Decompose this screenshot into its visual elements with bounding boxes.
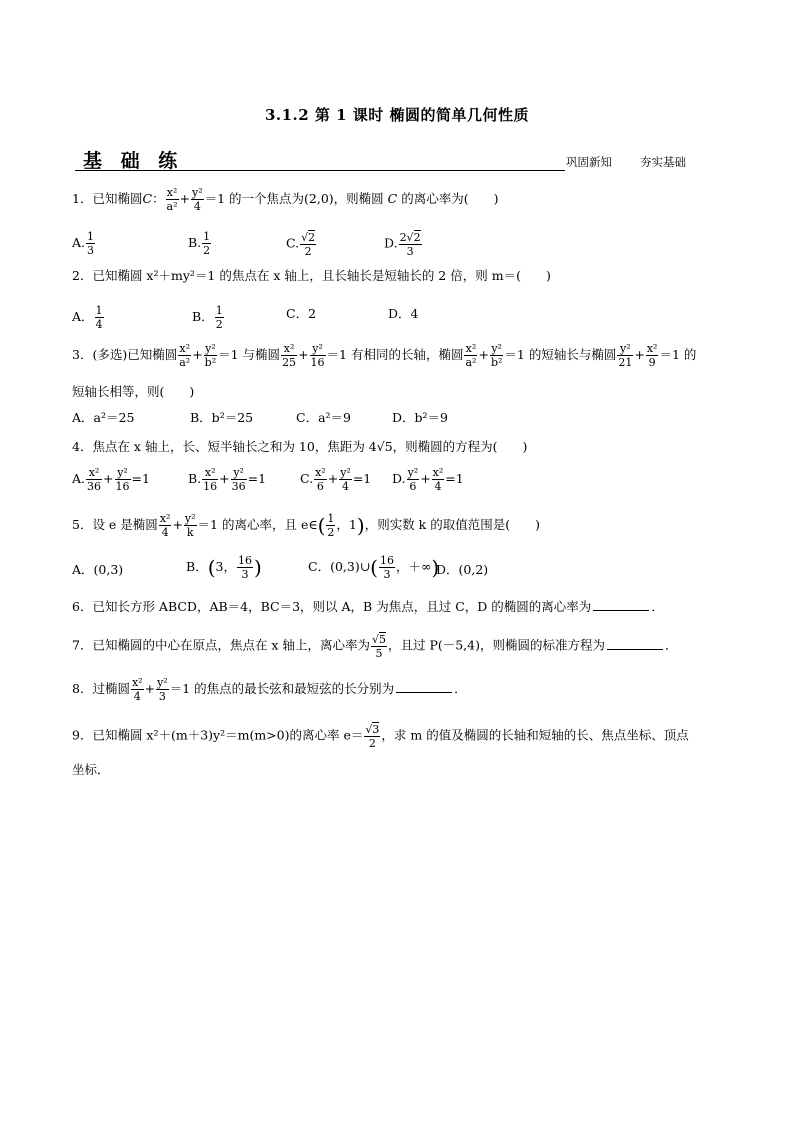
- q2-option-d: D．4: [388, 306, 419, 321]
- question-9: 9．已知椭圆 x²＋(m＋3)y²＝m(m>0)的离心率 e＝ $\frac{√3}{2}$ ，求 m 的值及椭圆的长轴和短轴的长、焦点坐标、顶点: [72, 723, 689, 750]
- question-7: 7．已知椭圆的中心在原点，焦点在 x 轴上，离心率为 $\frac{√5}{5}$ ，且过 P(－5,4)，则椭圆的标准方程为 ．: [72, 633, 678, 660]
- q1-option-a: A. $\frac{1}{3}$: [72, 230, 95, 257]
- q3-option-a: A．a²＝25: [72, 410, 135, 425]
- q4-option-c: C. $\frac{\text{x²}}{6}$ + $\frac{\text{y²}}{4}$ =1: [300, 466, 372, 493]
- section-tags: [566, 154, 714, 170]
- q2-option-c: C．2: [286, 306, 317, 321]
- q2-option-b: B． $\frac{1}{2}$: [192, 304, 223, 331]
- q5-option-a: A．(0,3): [72, 562, 124, 577]
- q5-option-c: C．(0,3)∪( $\frac{16}{3}$ ，＋∞): [308, 554, 440, 581]
- section-tag-1: 巩固新知: [566, 155, 612, 169]
- section-tag-2: 夯实基础: [640, 155, 686, 169]
- question-2: 2．已知椭圆 x²＋my²＝1 的焦点在 x 轴上，且长轴长是短轴长的 2 倍，则 m＝( ): [72, 268, 551, 283]
- question-3-line2: 短轴长相等，则( ): [72, 384, 195, 399]
- q4-option-a: A. $\frac{\text{x²}}{36}$ + $\frac{\text{y²}}{16}$ =1: [72, 466, 150, 493]
- question-9-line2: 坐标．: [72, 762, 110, 777]
- question-1: 1．已知椭圆C： $\frac{\text{x²}}{\text{a²}}$ + $\frac{\text{y²}}{4}$ ＝1 的一个焦点为(2,0)，则椭圆 C 的离心率为( ): [72, 186, 499, 213]
- q2-option-a: A． $\frac{1}{4}$: [72, 304, 103, 331]
- question-8: 8．过椭圆 $\frac{\text{x²}}{4}$ + $\frac{\text{y²}}{3}$ ＝1 的焦点的最长弦和最短弦的长分别为 ．: [72, 676, 467, 703]
- page-title: 3.1.2 第 1 课时 椭圆的简单几何性质: [264, 106, 530, 124]
- section-header: [75, 146, 565, 171]
- q1-option-b: B. $\frac{1}{2}$: [188, 230, 211, 257]
- section-name: 基 础 练: [83, 150, 184, 172]
- q5-option-b: B．(3， $\frac{16}{3}$ ): [186, 554, 262, 581]
- q4-option-d: D. $\frac{\text{y²}}{6}$ + $\frac{\text{x²}}{4}$ =1: [392, 466, 464, 493]
- q3-option-b: B．b²＝25: [190, 410, 254, 425]
- question-6: 6．已知长方形 ABCD，AB＝4，BC＝3，则以 A，B 为焦点，且过 C，D 的椭圆的离心率为 ．: [72, 599, 664, 614]
- question-5: 5．设 e 是椭圆 $\frac{\text{x²}}{4}$ + $\frac{\text{y²}}{k}$ ＝1 的离心率，且 e∈( $\frac{1}{2}$ ，1)，则实数 k 的取值范围是( ): [72, 512, 540, 539]
- question-4: 4．焦点在 x 轴上，长、短半轴长之和为 10，焦距为 4√5，则椭圆的方程为( ): [72, 439, 528, 454]
- question-3: 3．(多选)已知椭圆 $\frac{\text{x²}}{\text{a²}}$ + $\frac{\text{y²}}{\text{b²}}$ ＝1 与椭圆 $\frac{\text{x²}}{25}$ + $\frac{\text{y²}}{16}$ ＝1 有相同的长轴，椭圆 $\frac{\text{x²}}{\text{a²}}$ + $\frac{\text{y²}}{\text{b²}}$ ＝1 的短轴长与椭圆 $\frac{\text{y²}}{21}$ + $\frac{\text{x²}}{9}$ ＝1 的: [72, 342, 697, 369]
- q4-option-b: B. $\frac{\text{x²}}{16}$ + $\frac{\text{y²}}{36}$ =1: [188, 466, 267, 493]
- q5-option-d: D．(0,2): [436, 562, 489, 577]
- q1-option-c: C. $\frac{√2}{2}$: [286, 231, 316, 258]
- q1-option-d: D. $\frac{2√2}{3}$: [384, 231, 421, 258]
- q3-option-c: C．a²＝9: [296, 410, 351, 425]
- q3-option-d: D．b²＝9: [392, 410, 448, 425]
